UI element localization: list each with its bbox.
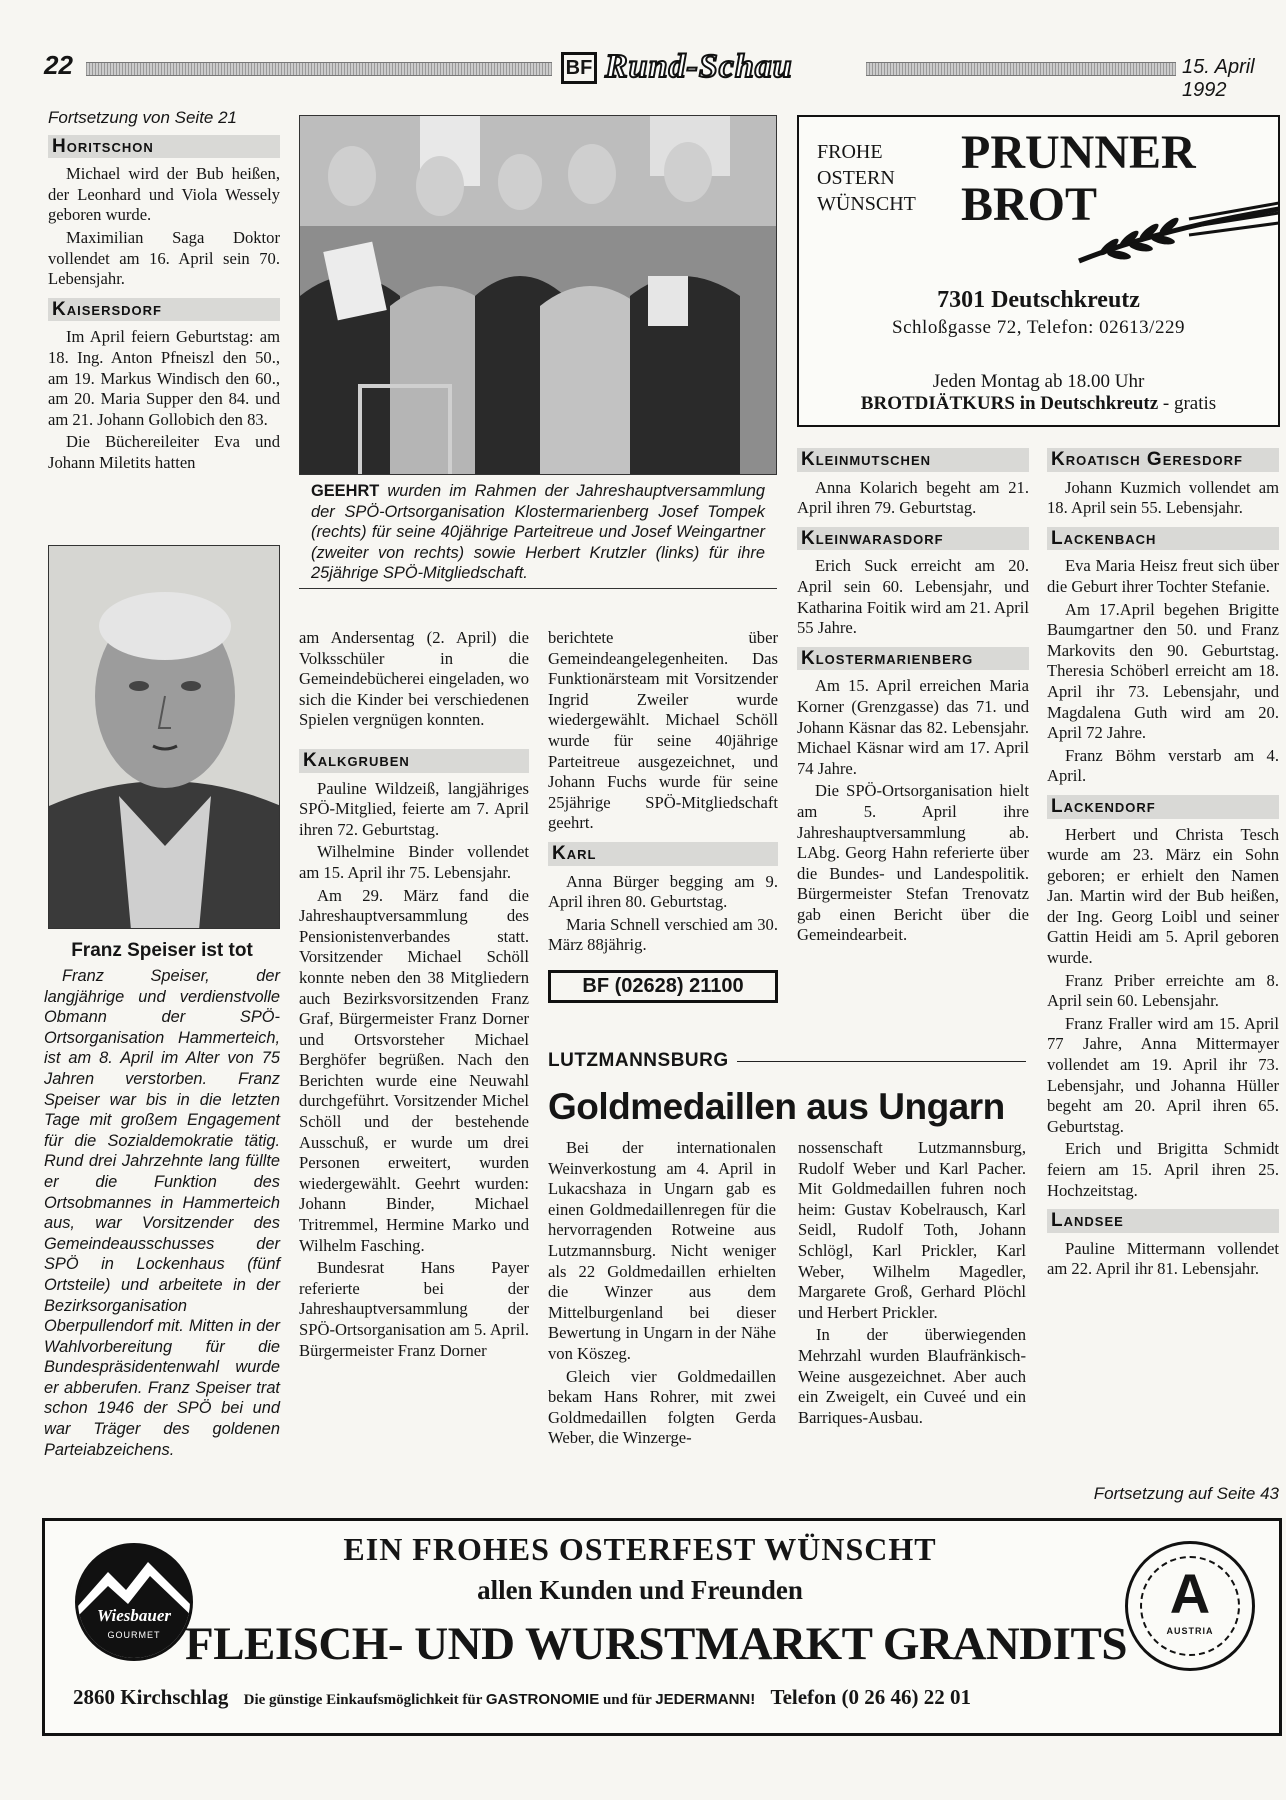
ad-course-bold: BROTDIÄTKURS in Deutschkreutz — [860, 393, 1159, 414]
column-4 — [797, 448, 1029, 946]
paragraph: Franz Priber erreichte am 8. April sein 60. Lebensjahr. — [1047, 970, 1279, 1011]
paragraph: In der überwiegenden Mehrzahl wurden Blaufränkisch-Weine ausgezeichnet. Aber auch ein Zweigelt, ein Cuveé und ein Barriques-Ausbau. — [798, 1325, 1026, 1427]
paragraph: Franz Böhm verstarb am 4. April. — [1047, 745, 1279, 786]
seal-sub: AUSTRIA — [1166, 1626, 1214, 1636]
paragraph: Erich Suck erreicht am 20. April sein 60. Lebensjahr, und Katharina Foitik wird am 21. April 55 Jahre. — [797, 556, 1029, 638]
ad-course-rest: - gratis — [1158, 393, 1217, 414]
paragraph: Pauline Wildzeiß, langjähriges SPÖ-Mitglied, feierte am 7. April ihren 72. Geburtstag. — [299, 778, 529, 839]
heading-kalkgruben: Kalkgruben — [299, 749, 529, 773]
wheat-icon — [1069, 189, 1279, 269]
heading-landsee: Landsee — [1047, 1209, 1279, 1233]
ad-course-line2 — [799, 393, 1278, 415]
column-5 — [1047, 448, 1279, 1280]
paragraph: am Andersentag (2. April) die Volksschüler in die Gemeindebücherei eingeladen, wo sich die Kinder bei verschiedenen Spielen vergnügen konnten. — [299, 628, 529, 730]
photo-caption — [299, 479, 777, 589]
page-header — [44, 48, 1286, 101]
ad-course-line1: Jeden Montag ab 18.00 Uhr — [932, 371, 1145, 392]
ad-line2: allen Kunden und Freunden — [477, 1575, 803, 1605]
ad-slogan-d: JEDERMANN! — [655, 1691, 756, 1708]
kicker-rule — [737, 1061, 1026, 1062]
ad-phone: Telefon (0 26 46) 22 01 — [770, 1685, 971, 1709]
article-column-a — [548, 1138, 776, 1449]
group-photo — [299, 115, 777, 475]
paragraph: Franz Fraller wird am 15. April 77 Jahre, Anna Mittermayer vollendet am 19. April ihr 73. Lebensjahr, und Johanna Hüller begeht am 20. April ihren 65. Geburtstag. — [1047, 1013, 1279, 1136]
article-headline: Goldmedaillen aus Ungarn — [548, 1086, 1005, 1127]
caption-text: wurden im Rahmen der Jahreshauptversammlung der SPÖ-Ortsorganisation Klostermarienberg Josef Tompek (rechts) für seine 40jährige Parteitreue und Josef Weingartner (zweiter von rechts) sowie Herbert Krutzler (links) für ihre 25jährige SPÖ-Mitgliedschaft. — [311, 482, 765, 583]
heading-lackendorf: Lackendorf — [1047, 795, 1279, 819]
paragraph: Anna Bürger begging am 9. April ihren 80. Geburtstag. — [548, 871, 778, 912]
paragraph: Die SPÖ-Ortsorganisation hielt am 5. April ihre Jahreshauptversammlung ab. LAbg. Georg Hahn referierte über die Bundes- und Landespolitik. Bürgermeister Stefan Trenovatz gab einen Bericht über die Gemeindearbeit. — [797, 781, 1029, 945]
paragraph: Michael wird der Bub heißen, der Leonhard und Viola Wessely geboren wurde. — [48, 164, 280, 225]
wiesbauer-logo — [75, 1543, 193, 1661]
ad-bottom-line — [73, 1685, 1263, 1710]
masthead-title: Rund-Schau — [605, 48, 793, 85]
article-column-b — [798, 1138, 1026, 1449]
paragraph: Maximilian Saga Doktor vollendet am 16. April sein 70. Lebensjahr. — [48, 227, 280, 289]
ad-greeting-line: OSTERN — [817, 167, 895, 189]
seal-letter: A — [1169, 1562, 1211, 1625]
article-kicker: LUTZMANNSBURG — [548, 1050, 729, 1071]
heading-kleinwarasdorf: Kleinwarasdorf — [797, 527, 1029, 551]
paragraph: Gleich vier Goldmedaillen bekam Hans Rohrer, mit zwei Goldmedaillen folgten Gerda Weber, die Winzerge- — [548, 1366, 776, 1448]
heading-karl: Karl — [548, 842, 778, 866]
ad-city: 2860 Kirchschlag — [73, 1685, 229, 1709]
ad-greeting — [817, 139, 916, 217]
paragraph: Herbert und Christa Tesch wurde am 23. März ein Sohn geboren; er erhielt den Namen Jan. Martin wird der Bub heißen, der Ing. Georg Loibl und seiner Gattin Heidi am 5. April geboren wurde. — [1047, 824, 1279, 968]
paragraph: Eva Maria Heisz freut sich über die Geburt ihrer Tochter Stefanie. — [1047, 556, 1279, 596]
paragraph: Anna Kolarich begeht am 21. April ihren 79. Geburtstag. — [797, 477, 1029, 518]
paragraph: Am 17.April begehen Brigitte Baumgartner den 50. und Franz Markovits den 90. Geburtstag. Theresia Schöberl erreicht am 18. April ihr 73. Lebensjahr, und Magdalena Guth wird am 20. April 72 Jahre. — [1047, 599, 1279, 743]
portrait-illustration — [49, 546, 280, 929]
paragraph: berichtete über Gemeindeangelegenheiten. Das Funktionärsteam mit Vorsitzender Ingrid Zweiler wurde wiedergewählt. Michael Schöll wurde für seine 40jährige Parteitreue ausgezeichnet, und Johann Fuchs wurde für seine 25jährige SPÖ-Mitgliedschaft geehrt. — [548, 628, 778, 833]
caption-lead: GEEHRT — [311, 482, 380, 500]
heading-lackenbach: Lackenbach — [1047, 527, 1279, 551]
obituary-title: Franz Speiser ist tot — [71, 940, 253, 961]
paragraph: Im April feiern Geburtstag: am 18. Ing. Anton Pfneiszl den 50., am 19. Markus Windisch den 60., am 20. Maria Supper den 84. und am 21. Johann Gollobich den 83. — [48, 327, 280, 429]
ad-line3: FLEISCH- UND WURSTMARKT GRANDITS — [185, 1618, 1127, 1670]
column-2 — [299, 628, 529, 1361]
ad-slogan-c: und für — [599, 1692, 656, 1708]
article-kicker-row — [548, 1050, 1026, 1072]
heading-horitschon: Horitschon — [48, 135, 280, 159]
paragraph: Am 15. April erreichen Maria Korner (Grenzgasse) das 71. und Johann Käsnar das 82. Lebensjahr. Michael Käsnar wird am 17. April 74 Jahre. — [797, 676, 1029, 778]
page-number: 22 — [44, 50, 73, 80]
heading-kaisersdorf: Kaisersdorf — [48, 298, 280, 322]
header-rule-left — [86, 62, 552, 76]
column-1 — [48, 108, 280, 474]
paragraph: nossenschaft Lutzmannsburg, Rudolf Weber und Karl Pacher. Mit Goldmedaillen fuhren noch heim: Gustav Kobelrausch, Karl Seidl, Rudolf Toth, Johann Schlögl, Karl Prickler, Karl Weber, Wilhelm Magedler, Margarete Groß, Gerhard Plöchl und Herbert Prickler. — [798, 1138, 1026, 1322]
paragraph: Bei der internationalen Weinverkostung am 4. April in Lukacshaza in Ungarn gab es einen Goldmedaillenregen für die hervorragenden Rotweine aus Lutzmannsburg. Nicht weniger als 22 Goldmedaillen erhielten die Winzer aus dem Mittelburgenland bei dieser Bewertung in Ungarn in der Nähe von Köszeg. — [548, 1138, 776, 1363]
obituary-text: Franz Speiser, der langjährige und verdienstvolle Obmann der SPÖ-Ortsorganisation Hammerteich, ist am 8. April im Alter von 75 Jahren verstorben. Franz Speiser war bis in die letzten Tage mit großem Engagement für die Sozialdemokratie tätig. Rund drei Jahrzehnte lang füllte er die Funktion des Ortsobmannes in Hammerteich aus, war Vorsitzender des Gemeindeausschusses der SPÖ in Lockenhaus (fünf Ortsteile) und arbeitete in der Bezirksorganisation Oberpullendorf mit. Mitten in der Wahlvorbereitung für die Bundespräsidentenwahl wurde er abberufen. Franz Speiser trat schon 1946 der SPÖ bei und war Träger des goldenen Parteiabzeichens. — [44, 967, 280, 1459]
ad-slogan-a: Die günstige Einkaufsmöglichkeit für — [243, 1692, 486, 1708]
ad-slogan — [244, 1692, 756, 1708]
heading-klostermarienberg: Klostermarienberg — [797, 647, 1029, 671]
ad-line1: EIN FROHES OSTERFEST WÜNSCHT — [343, 1531, 937, 1567]
phone-box: BF (02628) 21100 — [548, 970, 778, 1003]
paragraph: Erich und Brigitta Schmidt feiern am 15. April ihren 25. Hochzeitstag. — [1047, 1139, 1279, 1200]
group-photo-illustration — [300, 116, 777, 475]
article-columns — [548, 1138, 1026, 1449]
ad-brand-line1: PRUNNER — [961, 126, 1196, 179]
continued-from: Fortsetzung von Seite 21 — [48, 108, 238, 127]
ad-prunner-brot — [797, 115, 1280, 427]
ad-greeting-line: FROHE — [817, 141, 883, 163]
paragraph: Maria Schnell verschied am 30. März 88jährig. — [548, 914, 778, 955]
heading-kleinmutschen: Kleinmutschen — [797, 448, 1029, 472]
paragraph: Pauline Mittermann vollendet am 22. April ihr 81. Lebensjahr. — [1047, 1238, 1279, 1279]
ad-slogan-b: GASTRONOMIE — [485, 1691, 600, 1708]
heading-kroatisch-geresdorf: Kroatisch Geresdorf — [1047, 448, 1279, 472]
header-rule-right — [866, 62, 1176, 76]
paragraph: Am 29. März fand die Jahreshauptversammlung des Pensionistenverbandes statt. Vorsitzender Michael Schöll konnte neben den 38 Mitgliedern auch Bezirksvorsitzenden Franz Graf, Bürgermeister Franz Dorner und Ortsvorsteher Michael Berghöfer begrüßen. Nach den Berichten wurde eine Neuwahl durchgeführt. Vorsitzender Michel Schöll und der bestehende Ausschuß, er wurde um drei Personen erweitert, wurden wiedergewählt. Geehrt wurden: Johann Binder, Michael Tritremmel, Hermine Marko und Wilhelm Fasching. — [299, 885, 529, 1255]
ad-city: 7301 Deutschkreutz — [937, 287, 1140, 313]
austria-quality-seal — [1125, 1541, 1255, 1671]
obituary — [44, 940, 280, 1460]
paragraph: Johann Kuzmich vollendet am 18. April sein 55. Lebensjahr. — [1047, 477, 1279, 518]
mountain-icon — [78, 1546, 193, 1661]
paragraph: Wilhelmine Binder vollendet am 15. April ihr 75. Lebensjahr. — [299, 842, 529, 882]
ad-brand-line2: BROT — [961, 178, 1098, 231]
article-lutzmannsburg — [548, 1050, 1026, 1449]
issue-date: 15. April 1992 — [1182, 56, 1255, 101]
paragraph: Die Büchereileiter Eva und Johann Miletits hatten — [48, 432, 280, 472]
paragraph: Bundesrat Hans Payer referierte bei der Jahreshauptversammlung der SPÖ-Ortsorganisation am 5. April. Bürgermeister Franz Dorner — [299, 1258, 529, 1360]
masthead-logo — [561, 48, 857, 86]
ad-greeting-line: WÜNSCHT — [817, 193, 916, 215]
masthead-bf: BF — [561, 52, 597, 84]
wiesbauer-sub: GOURMET — [107, 1630, 161, 1640]
portrait-photo — [48, 545, 280, 929]
continued-to: Fortsetzung auf Seite 43 — [1093, 1484, 1279, 1503]
ad-address: Schloßgasse 72, Telefon: 02613/229 — [892, 317, 1185, 338]
column-3 — [548, 628, 778, 1003]
ad-grandits — [42, 1518, 1282, 1736]
wiesbauer-wordmark: Wiesbauer — [97, 1606, 171, 1625]
